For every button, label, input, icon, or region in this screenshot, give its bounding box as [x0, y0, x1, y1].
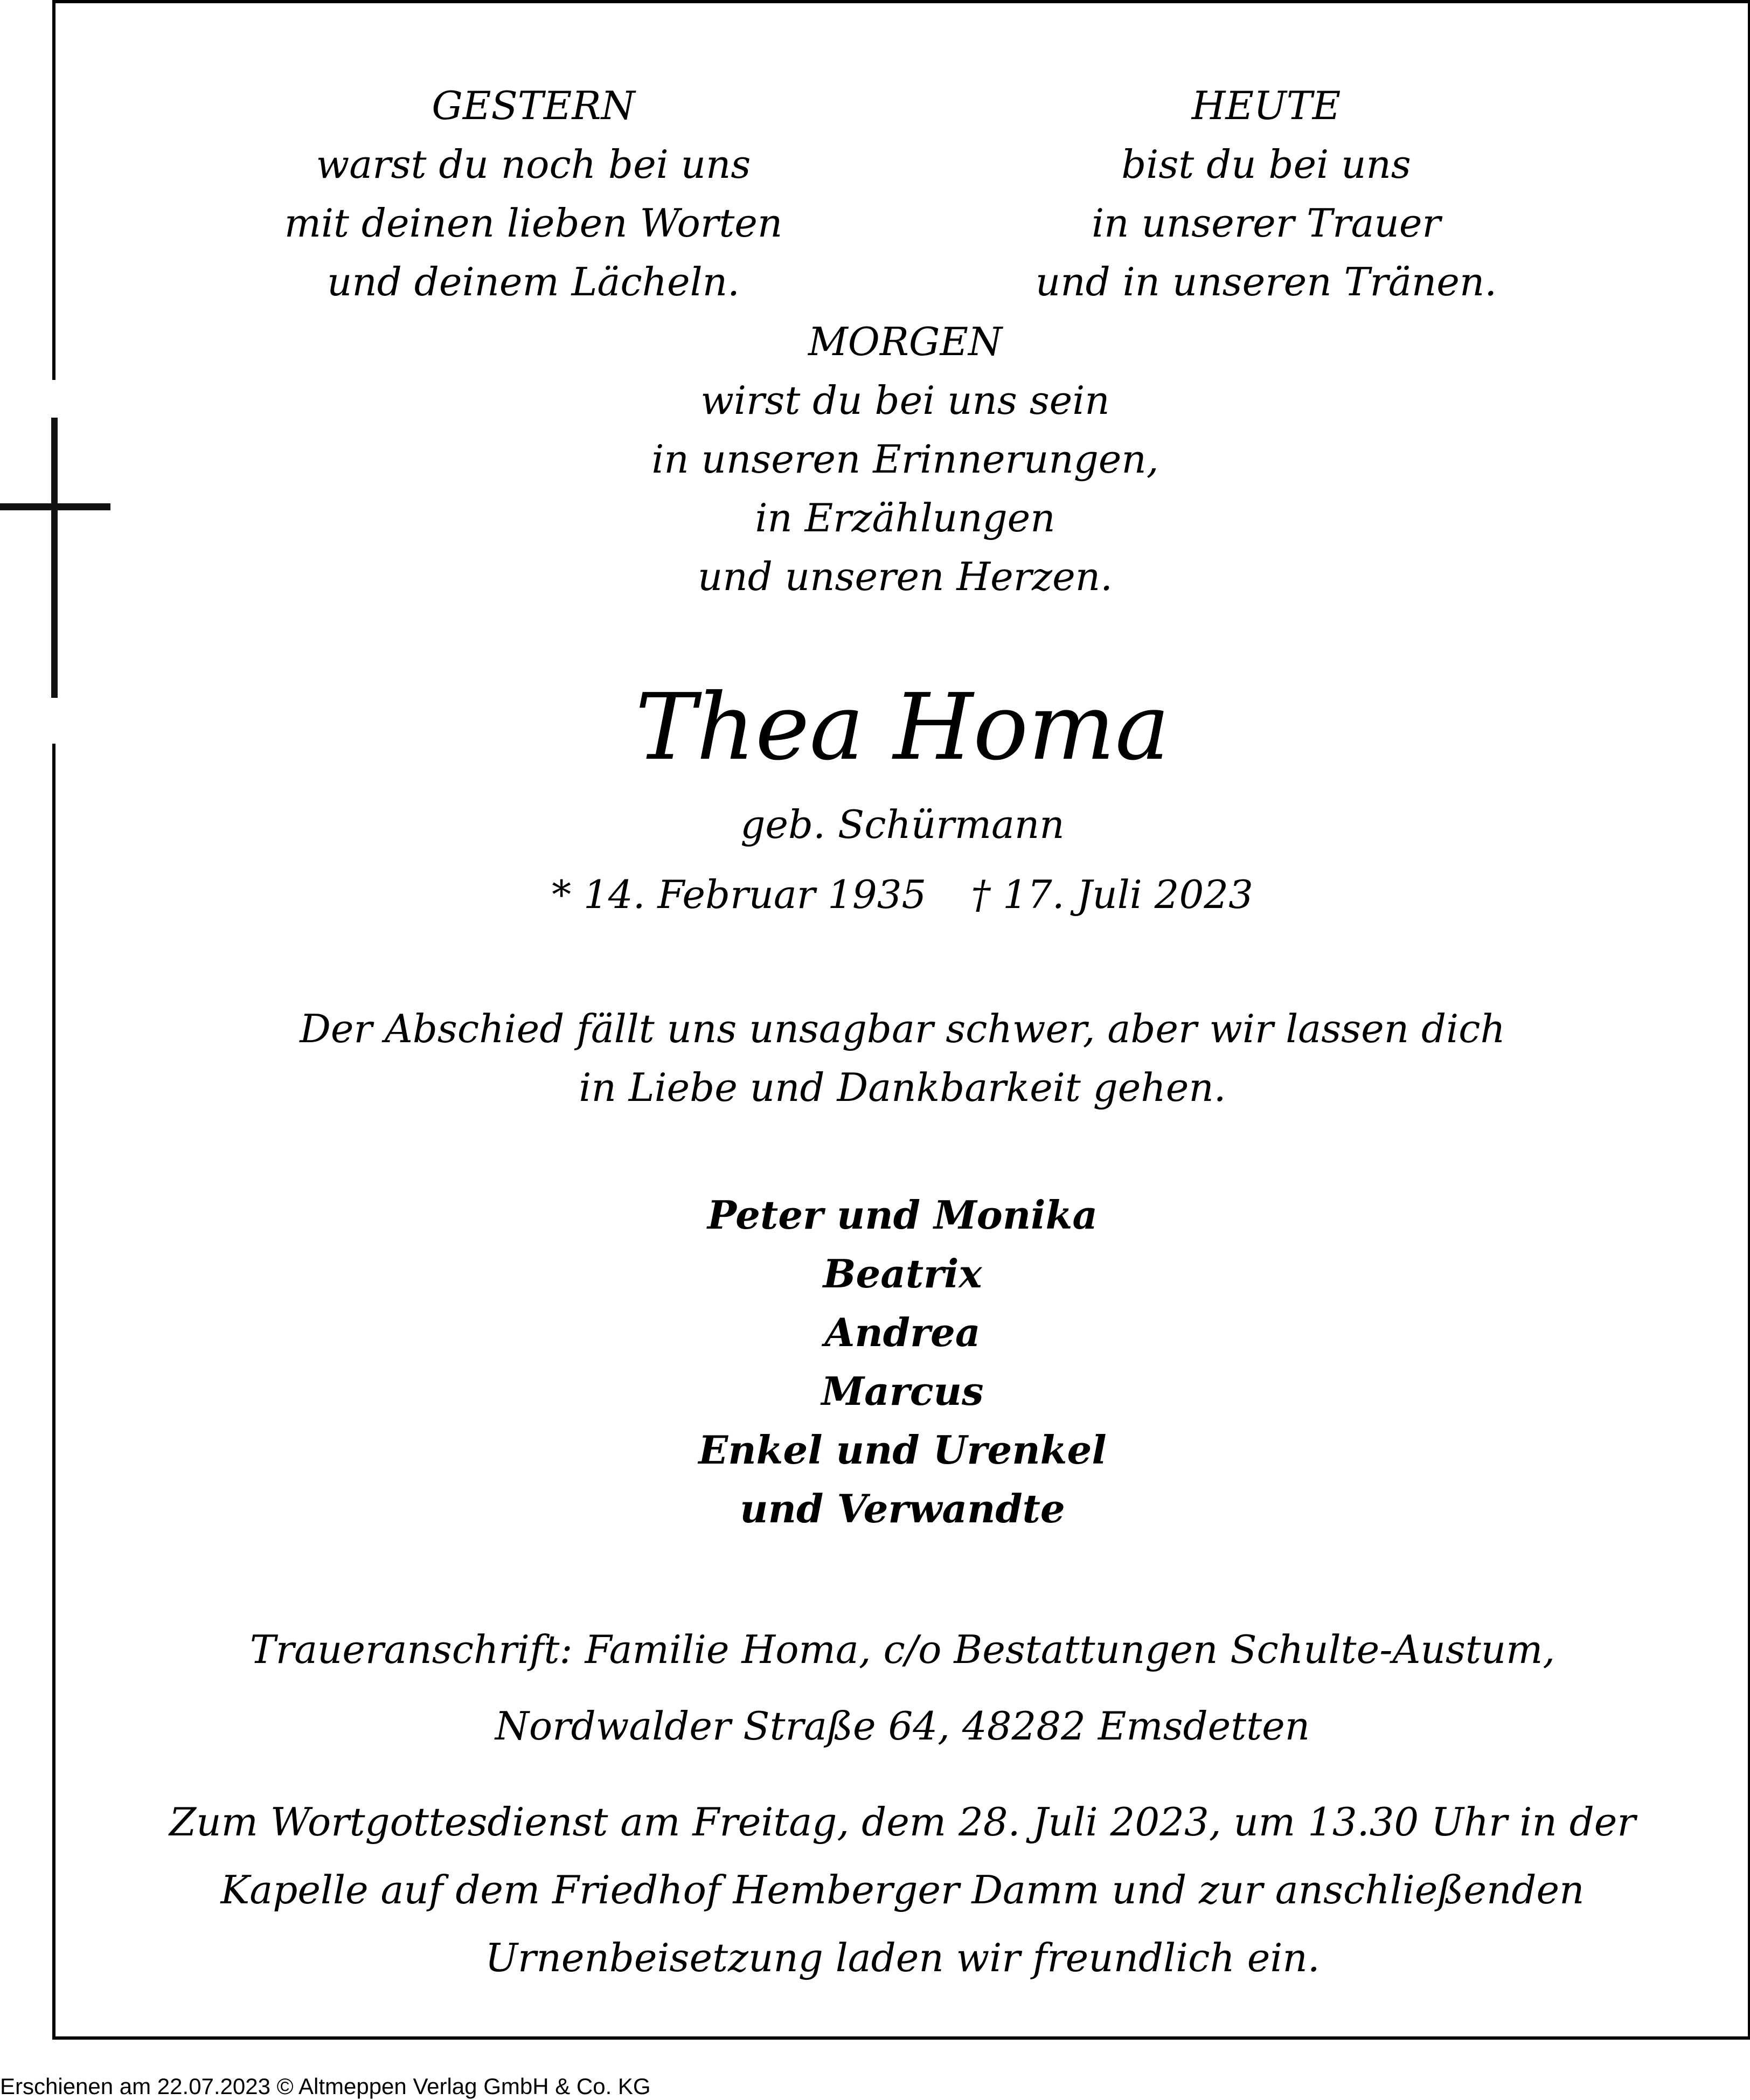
poem-line: warst du noch bei uns	[316, 142, 751, 187]
poem-line: und in unseren Tränen.	[1035, 259, 1497, 304]
farewell-text	[54, 1000, 1750, 1117]
border-left-upper	[52, 0, 55, 380]
farewell-line: Der Abschied fällt uns unsagbar schwer, aber wir lassen dich	[300, 1006, 1505, 1051]
mourning-address	[54, 1611, 1750, 1764]
service-invitation	[54, 1788, 1750, 1992]
poem-line: und unseren Herzen.	[698, 554, 1113, 599]
cross-vertical-beam	[51, 418, 58, 698]
poem-line: in unserer Trauer	[1092, 200, 1441, 246]
poem-tomorrow	[550, 313, 1261, 606]
farewell-line: in Liebe und Dankbarkeit gehen.	[579, 1065, 1226, 1110]
mourner-name: Enkel und Urenkel	[698, 1427, 1107, 1473]
mourner-name: Beatrix	[823, 1251, 982, 1297]
poem-line: HEUTE	[1191, 83, 1341, 128]
death-date: † 17. Juli 2023	[971, 872, 1253, 917]
publication-footer: Erschienen am 22.07.2023 © Altmeppen Verlag GmbH & Co. KG	[0, 2074, 651, 2099]
poem-line: bist du bei uns	[1121, 142, 1411, 187]
service-line: Kapelle auf dem Friedhof Hemberger Damm und zur anschließenden	[220, 1867, 1585, 1912]
cross-horizontal-beam	[0, 503, 110, 510]
poem-yesterday	[232, 77, 835, 311]
poem-line: wirst du bei uns sein	[700, 378, 1110, 423]
poem-line: GESTERN	[432, 83, 635, 128]
poem-line: in unseren Erinnerungen,	[651, 436, 1159, 482]
poem-line: MORGEN	[808, 319, 1003, 364]
mourner-name: Marcus	[821, 1368, 984, 1414]
mourner-name: und Verwandte	[740, 1486, 1065, 1531]
life-dates	[54, 868, 1750, 921]
service-line: Zum Wortgottesdienst am Freitag, dem 28. Juli 2023, um 13.30 Uhr in der	[169, 1799, 1636, 1845]
poem-line: mit deinen lieben Worten	[284, 200, 783, 246]
service-line: Urnenbeisetzung laden wir freundlich ein.	[485, 1935, 1320, 1980]
birth-name: geb. Schürmann	[740, 802, 1065, 847]
poem-line: in Erzählungen	[755, 495, 1055, 540]
poem-line: und deinem Lächeln.	[327, 259, 740, 304]
mourners-list	[54, 1186, 1750, 1538]
mourner-name: Peter und Monika	[707, 1192, 1098, 1238]
mourner-name: Andrea	[824, 1309, 981, 1355]
birth-date: * 14. Februar 1935	[552, 872, 927, 917]
address-line: Traueranschrift: Familie Homa, c/o Bestattungen Schulte-Austum,	[249, 1627, 1555, 1672]
address-line: Nordwalder Straße 64, 48282 Emsdetten	[495, 1703, 1310, 1749]
deceased-name: Thea Homa	[635, 674, 1170, 781]
poem-today	[964, 77, 1568, 311]
